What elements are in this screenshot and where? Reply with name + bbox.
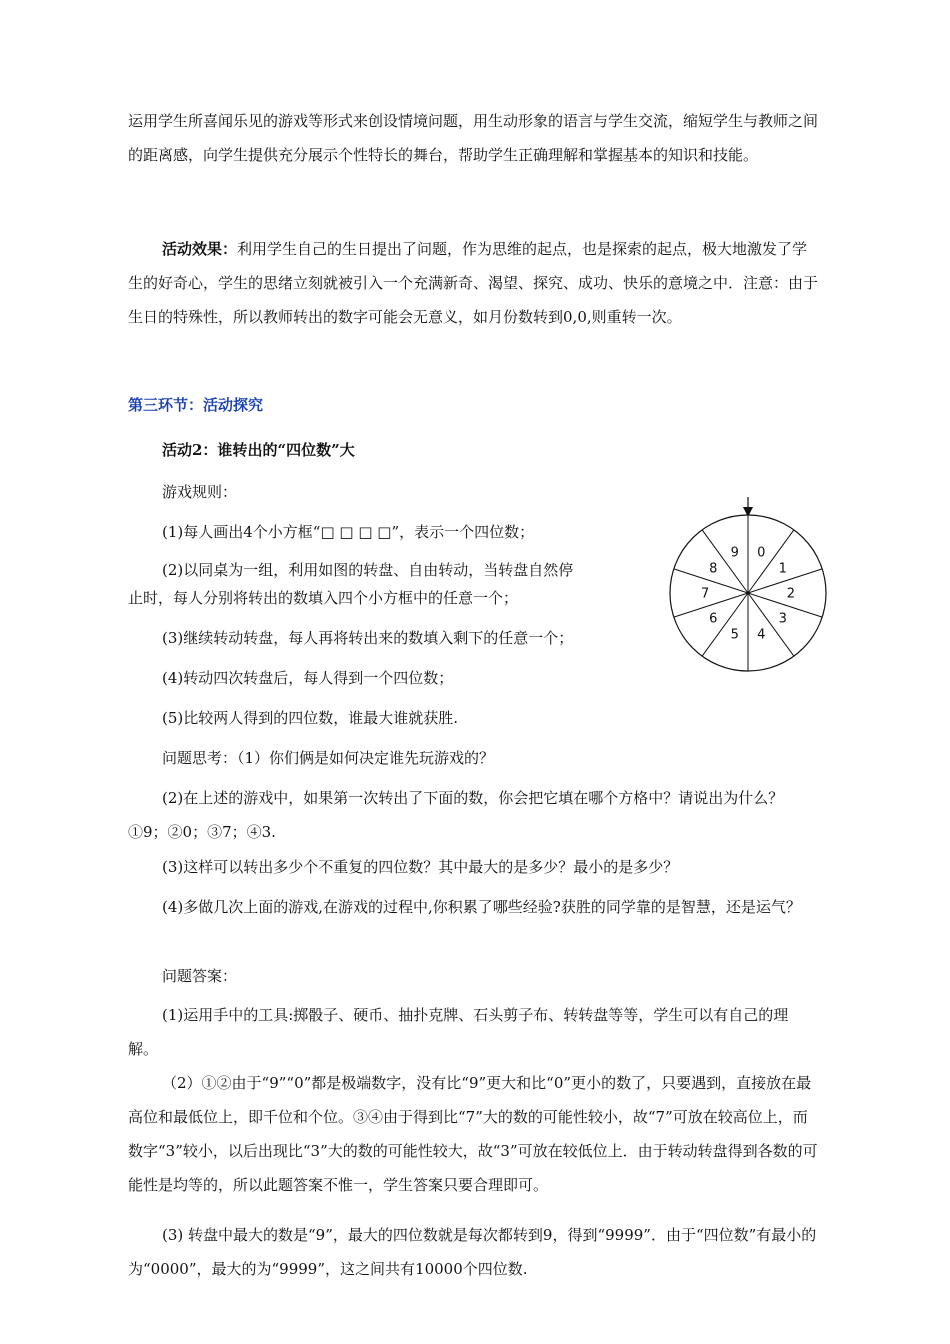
answer-1: (1)运用手中的工具:掷骰子、硬币、抽扑克牌、石头剪子布、转转盘等等，学生可以有自己的理解。 xyxy=(128,1006,789,1058)
spinner-number: 2 xyxy=(786,586,796,602)
spinner-number: 7 xyxy=(700,586,710,602)
spinner-number: 4 xyxy=(757,627,766,643)
effect-text: 利用学生自己的生日提出了问题，作为思维的起点，也是探索的起点，极大地激发了学生的好奇心，学生的思绪立刻就被引入一个充满新奇、渴望、探究、成功、快乐的意境之中．注意：由于生日的特殊性，所以教师转出的数字可能会无意义，如月份数转到0,0,则重转一次。 xyxy=(128,240,819,326)
effect-paragraph xyxy=(128,232,818,334)
rule-5: (5)比较两人得到的四位数，谁最大谁就获胜. xyxy=(162,709,459,727)
spinner-number: 1 xyxy=(778,561,787,577)
question-4: (4)多做几次上面的游戏,在游戏的过程中,你积累了哪些经验?获胜的同学靠的是智慧，还是运气？ xyxy=(162,898,801,916)
spinner-number: 0 xyxy=(757,545,766,561)
answer-3: (3) 转盘中最大的数是“9”，最大的四位数就是每次都转到9，得到“9999”．由于“四位数”有最小的为“0000”，最大的为“9999”，这之间共有10000个四位数. xyxy=(128,1226,817,1278)
rule-2b: 止时，每人分别将转出的数填入四个小方框中的任意一个； xyxy=(128,589,519,607)
section-heading: 第三环节：活动探究 xyxy=(128,396,264,414)
spinner-number: 6 xyxy=(709,611,718,627)
spinner-wheel xyxy=(665,497,831,675)
rule-2a: (2)以同桌为一组，利用如图的转盘、自由转动，当转盘自然停 xyxy=(162,561,574,579)
activity-title: 活动2：谁转出的“四位数”大 xyxy=(162,441,355,459)
spinner-number: 5 xyxy=(730,627,739,643)
answers-label: 问题答案： xyxy=(162,967,238,985)
effect-label: 活动效果： xyxy=(162,240,238,258)
rule-1: (1)每人画出4个小方框“□ □ □ □”，表示一个四位数； xyxy=(162,523,535,541)
intro-paragraph: 运用学生所喜闻乐见的游戏等形式来创设情境问题，用生动形象的语言与学生交流，缩短学生与教师之间的距离感，向学生提供充分展示个性特长的舞台，帮助学生正确理解和掌握基本的知识和技能。 xyxy=(128,112,819,164)
spinner-number: 8 xyxy=(709,561,718,577)
rule-3: (3)继续转动转盘，每人再将转出来的数填入剩下的任意一个； xyxy=(162,629,574,647)
spinner-number: 9 xyxy=(730,545,739,561)
answer-2: （2）①②由于“9”“0”都是极端数字，没有比“9”更大和比“0”更小的数了，只要遇到，直接放在最高位和最低位上，即千位和个位。③④由于得到比“7”大的数的可能性较小，故“7”可放在较高位上，而数字“3”较小，以后出现比“3”大的数的可能性较大，故“3”可放在较低位上．由于转动转盘得到各数的可能性是均等的，所以此题答案不惟一，学生答案只要合理即可。 xyxy=(128,1074,818,1194)
spinner-number: 3 xyxy=(778,611,787,627)
question-2: (2)在上述的游戏中，如果第一次转出了下面的数，你会把它填在哪个方格中？请说出为什么？①9；②0；③7；④3. xyxy=(128,789,784,841)
question-3: (3)这样可以转出多少个不重复的四位数？其中最大的是多少？最小的是多少？ xyxy=(162,858,679,876)
question-1: 问题思考：（1）你们俩是如何决定谁先玩游戏的？ xyxy=(162,749,495,767)
rules-label: 游戏规则： xyxy=(162,483,238,501)
rule-4: (4)转动四次转盘后，每人得到一个四位数； xyxy=(162,669,454,687)
